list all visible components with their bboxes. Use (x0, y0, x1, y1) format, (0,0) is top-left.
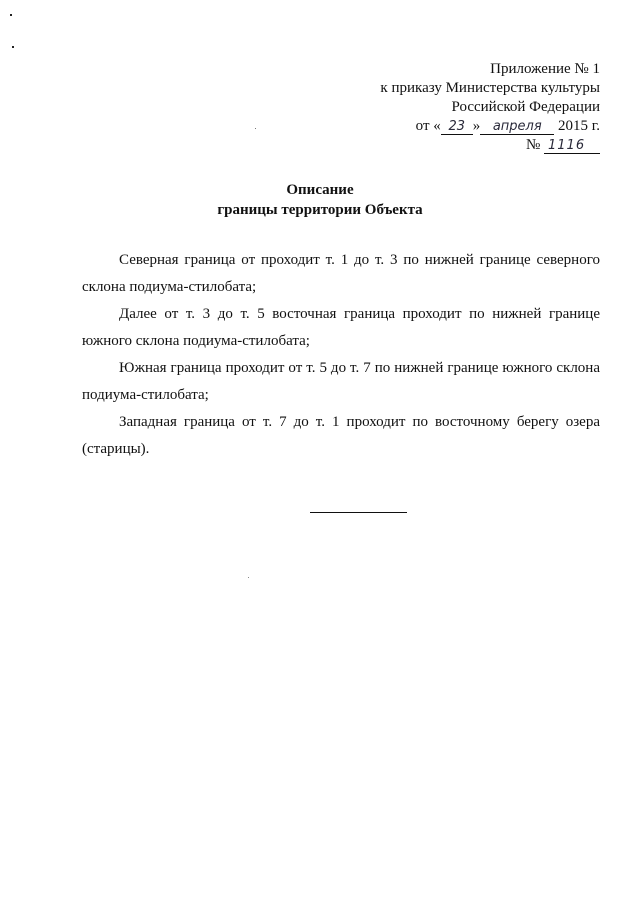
title-line-2: границы территории Объекта (217, 202, 423, 218)
order-number (380, 136, 600, 155)
order-reference: к приказу Министерства культуры (380, 80, 600, 96)
paragraph-south: Южная граница проходит от т. 5 до т. 7 по нижней границе южного склона подиума-стилобата; (82, 360, 600, 403)
paragraph-west: Западная граница от т. 7 до т. 1 проходит по восточному берегу озера (старицы). (82, 414, 600, 457)
order-date (380, 117, 600, 136)
handwritten-day: 23 (441, 119, 473, 135)
scan-speck (255, 128, 256, 129)
scan-speck (10, 14, 12, 16)
appendix-label: Приложение № 1 (490, 61, 600, 77)
date-mid: » (472, 118, 481, 134)
scan-speck (248, 577, 249, 578)
date-year: 2015 г. (558, 118, 600, 134)
paragraph-east: Далее от т. 3 до т. 5 восточная граница проходит по нижней границе южного склона подиума-стилобата; (82, 306, 600, 349)
boundary-description (82, 247, 600, 463)
date-prefix: от « (415, 118, 441, 134)
paragraph-north: Северная граница от проходит т. 1 до т. 3 по нижней границе северного склона подиума-стилобата; (82, 252, 600, 295)
federation-line: Российской Федерации (451, 99, 600, 115)
document-title (0, 180, 640, 220)
appendix-header (380, 60, 600, 155)
handwritten-month: апреля (480, 119, 554, 135)
title-line-1: Описание (286, 182, 354, 198)
scan-speck (12, 46, 14, 48)
handwritten-number: 1116 (544, 138, 600, 154)
number-label: № (525, 137, 541, 153)
end-divider (310, 512, 407, 513)
